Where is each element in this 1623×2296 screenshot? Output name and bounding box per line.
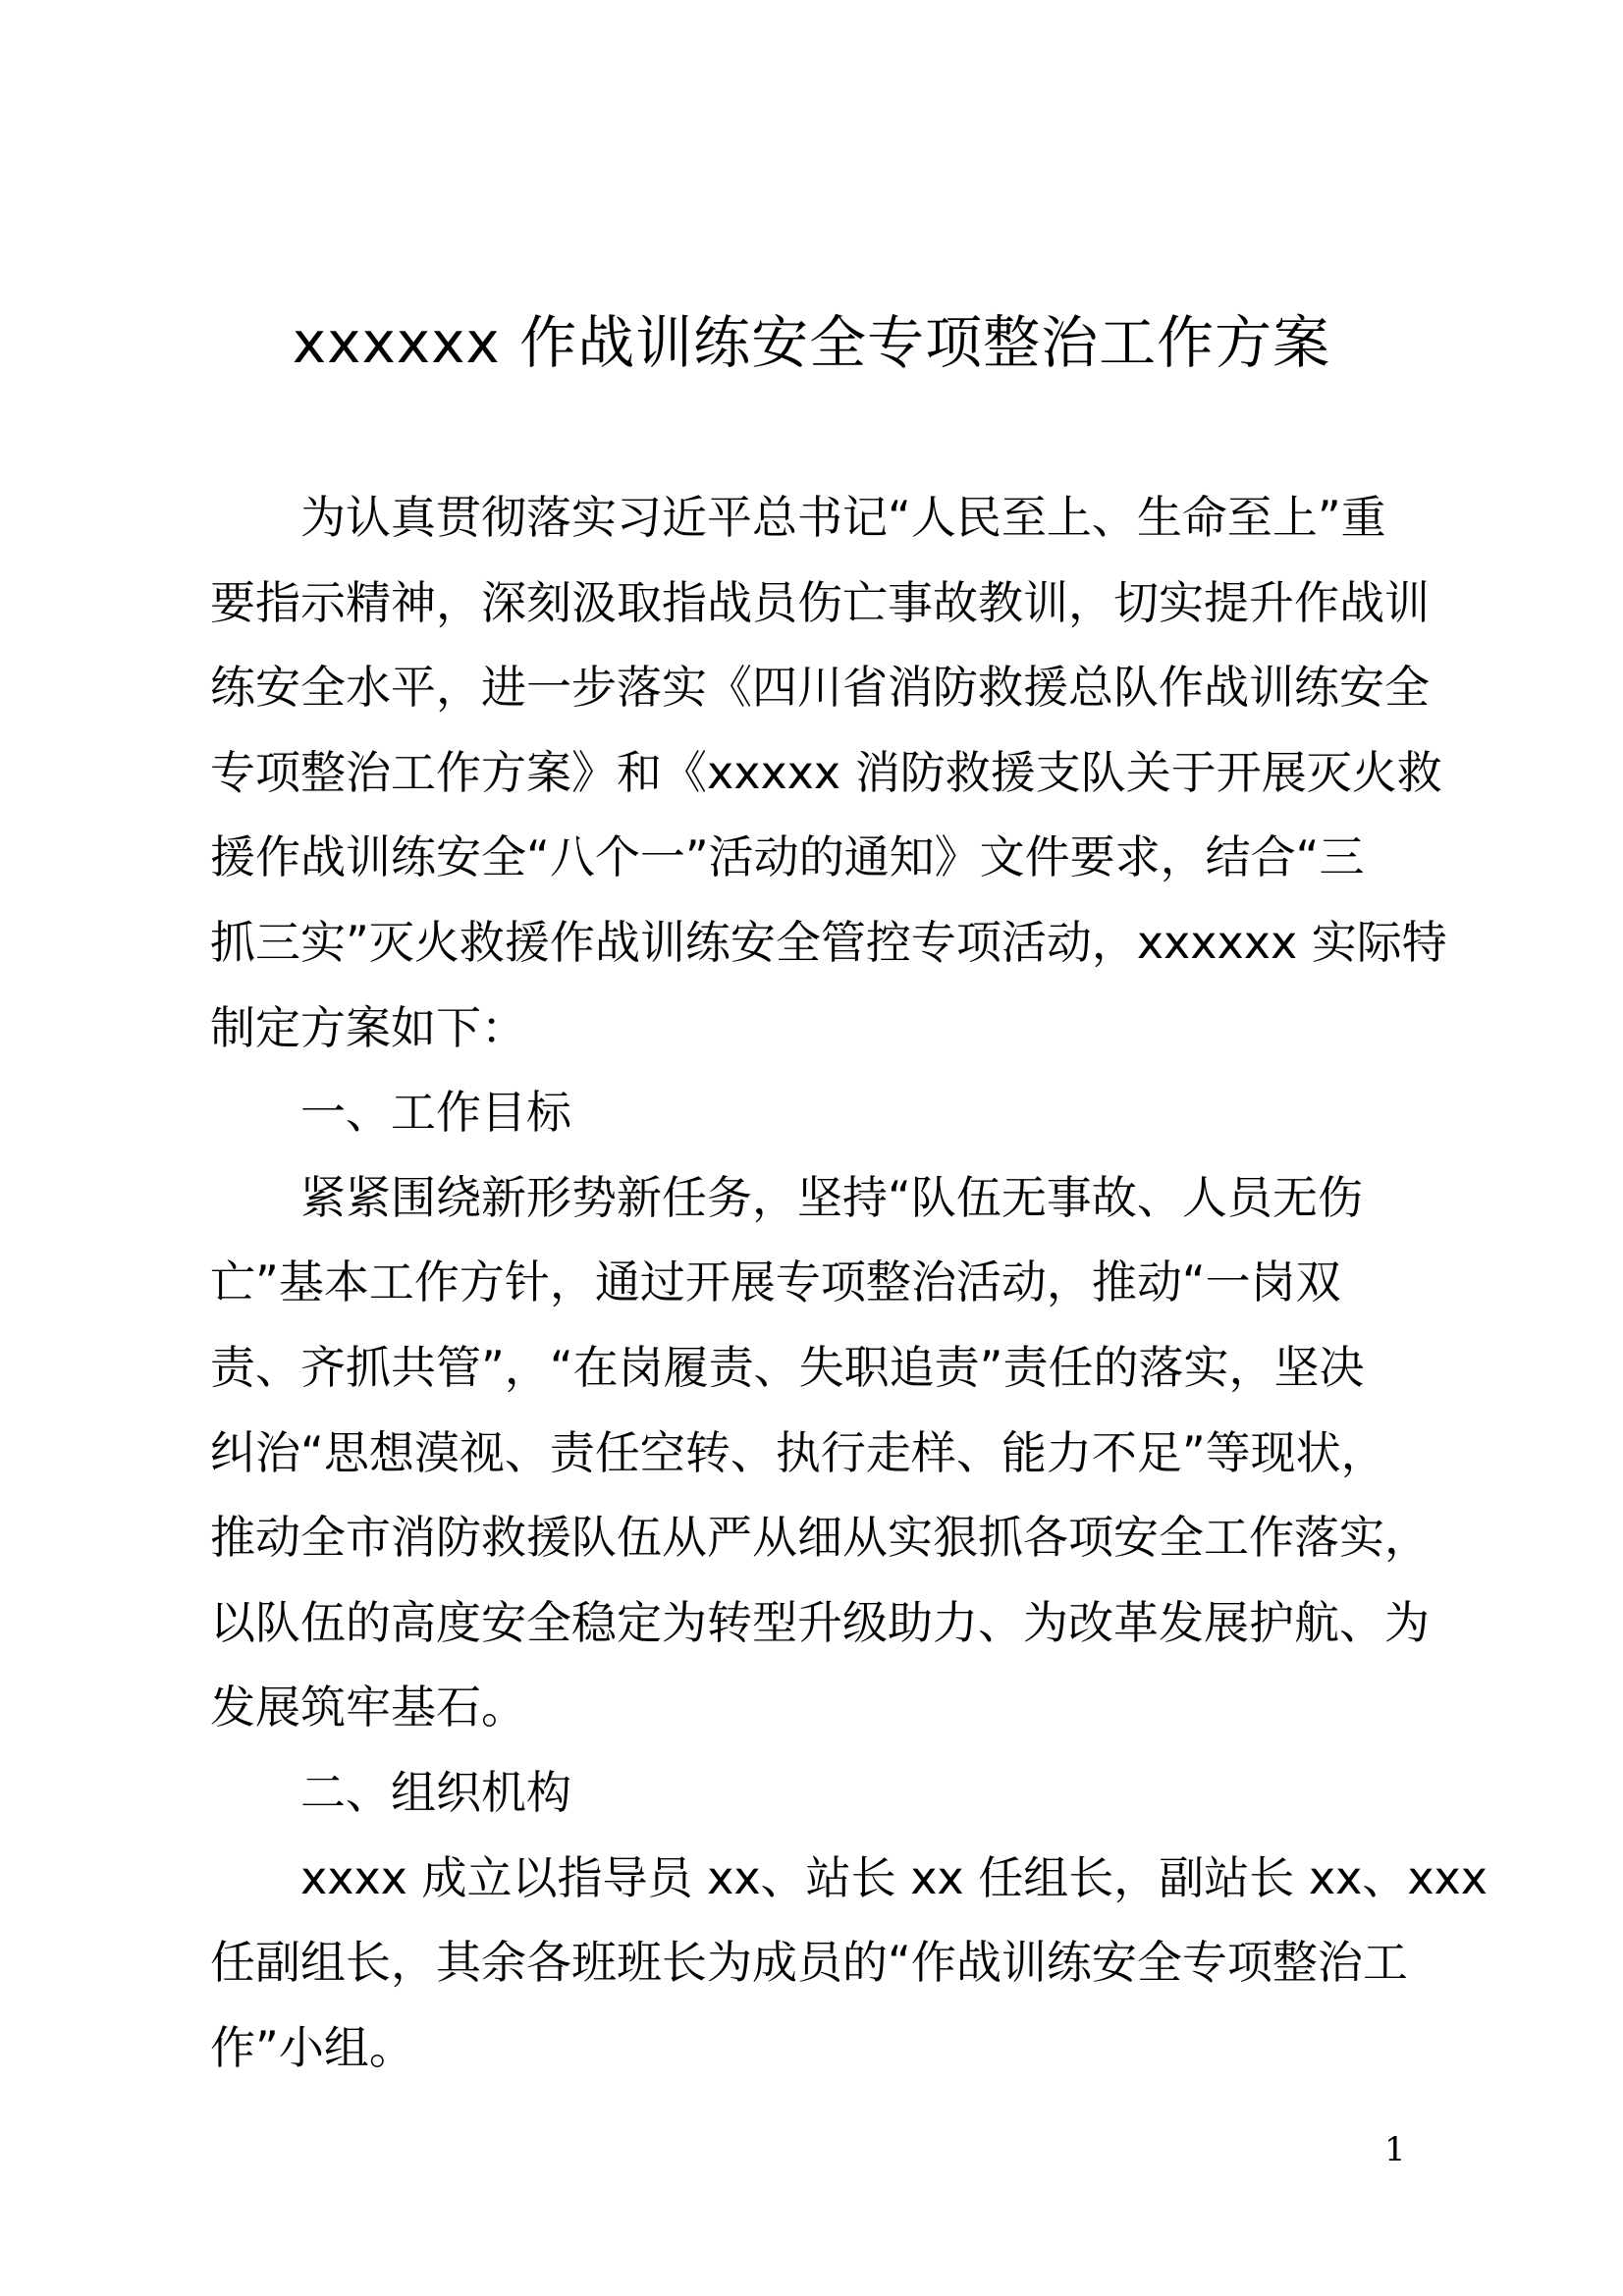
document-body	[210, 475, 1488, 2090]
body-line: xxxx 成立以指导员 xx、站长 xx 任组长，副站长 xx、xxx	[300, 1850, 1488, 1904]
document-title: xxxxxx 作战训练安全专项整治工作方案	[292, 309, 1331, 376]
body-line: 紧紧围绕新形势新任务，坚持“队伍无事故、人员无伤	[300, 1170, 1363, 1224]
body-line: 练安全水平，进一步落实《四川省消防救援总队作战训练安全	[210, 661, 1430, 715]
body-line: 亡”基本工作方针，通过开展专项整治活动，推动“一岗双	[210, 1255, 1341, 1309]
body-line: 作”小组。	[210, 2020, 414, 2074]
body-line: 以队伍的高度安全稳定为转型升级助力、为改革发展护航、为	[210, 1595, 1430, 1649]
body-line: 抓三实”灭火救援作战训练安全管控专项活动，xxxxxx 实际特	[210, 915, 1447, 969]
body-line: 推动全市消防救援队伍从严从细从实狠抓各项安全工作落实，	[210, 1511, 1430, 1565]
body-line: 要指示精神，深刻汲取指战员伤亡事故教训，切实提升作战训	[210, 575, 1430, 629]
page-number: 1	[1384, 2130, 1406, 2169]
body-line: 专项整治工作方案》和《xxxxx 消防救援支队关于开展灭火救	[210, 745, 1442, 799]
body-line: 发展筑牢基石。	[210, 1681, 526, 1735]
body-line: 纠治“思想漠视、责任空转、执行走样、能力不足”等现状，	[210, 1425, 1386, 1479]
body-line: 为认真贯彻落实习近平总书记“人民至上、生命至上”重	[300, 491, 1386, 544]
body-line: 制定方案如下：	[210, 1000, 526, 1054]
body-line: 援作战训练安全“八个一”活动的通知》文件要求，结合“三	[210, 830, 1365, 884]
body-line: 任副组长，其余各班班长为成员的“作战训练安全专项整治工	[210, 1936, 1408, 1990]
section-heading: 二、组织机构	[300, 1765, 571, 1819]
section-heading: 一、工作目标	[300, 1086, 571, 1140]
body-line: 责、齐抓共管”，“在岗履责、失职追责”责任的落实，坚决	[210, 1340, 1365, 1394]
